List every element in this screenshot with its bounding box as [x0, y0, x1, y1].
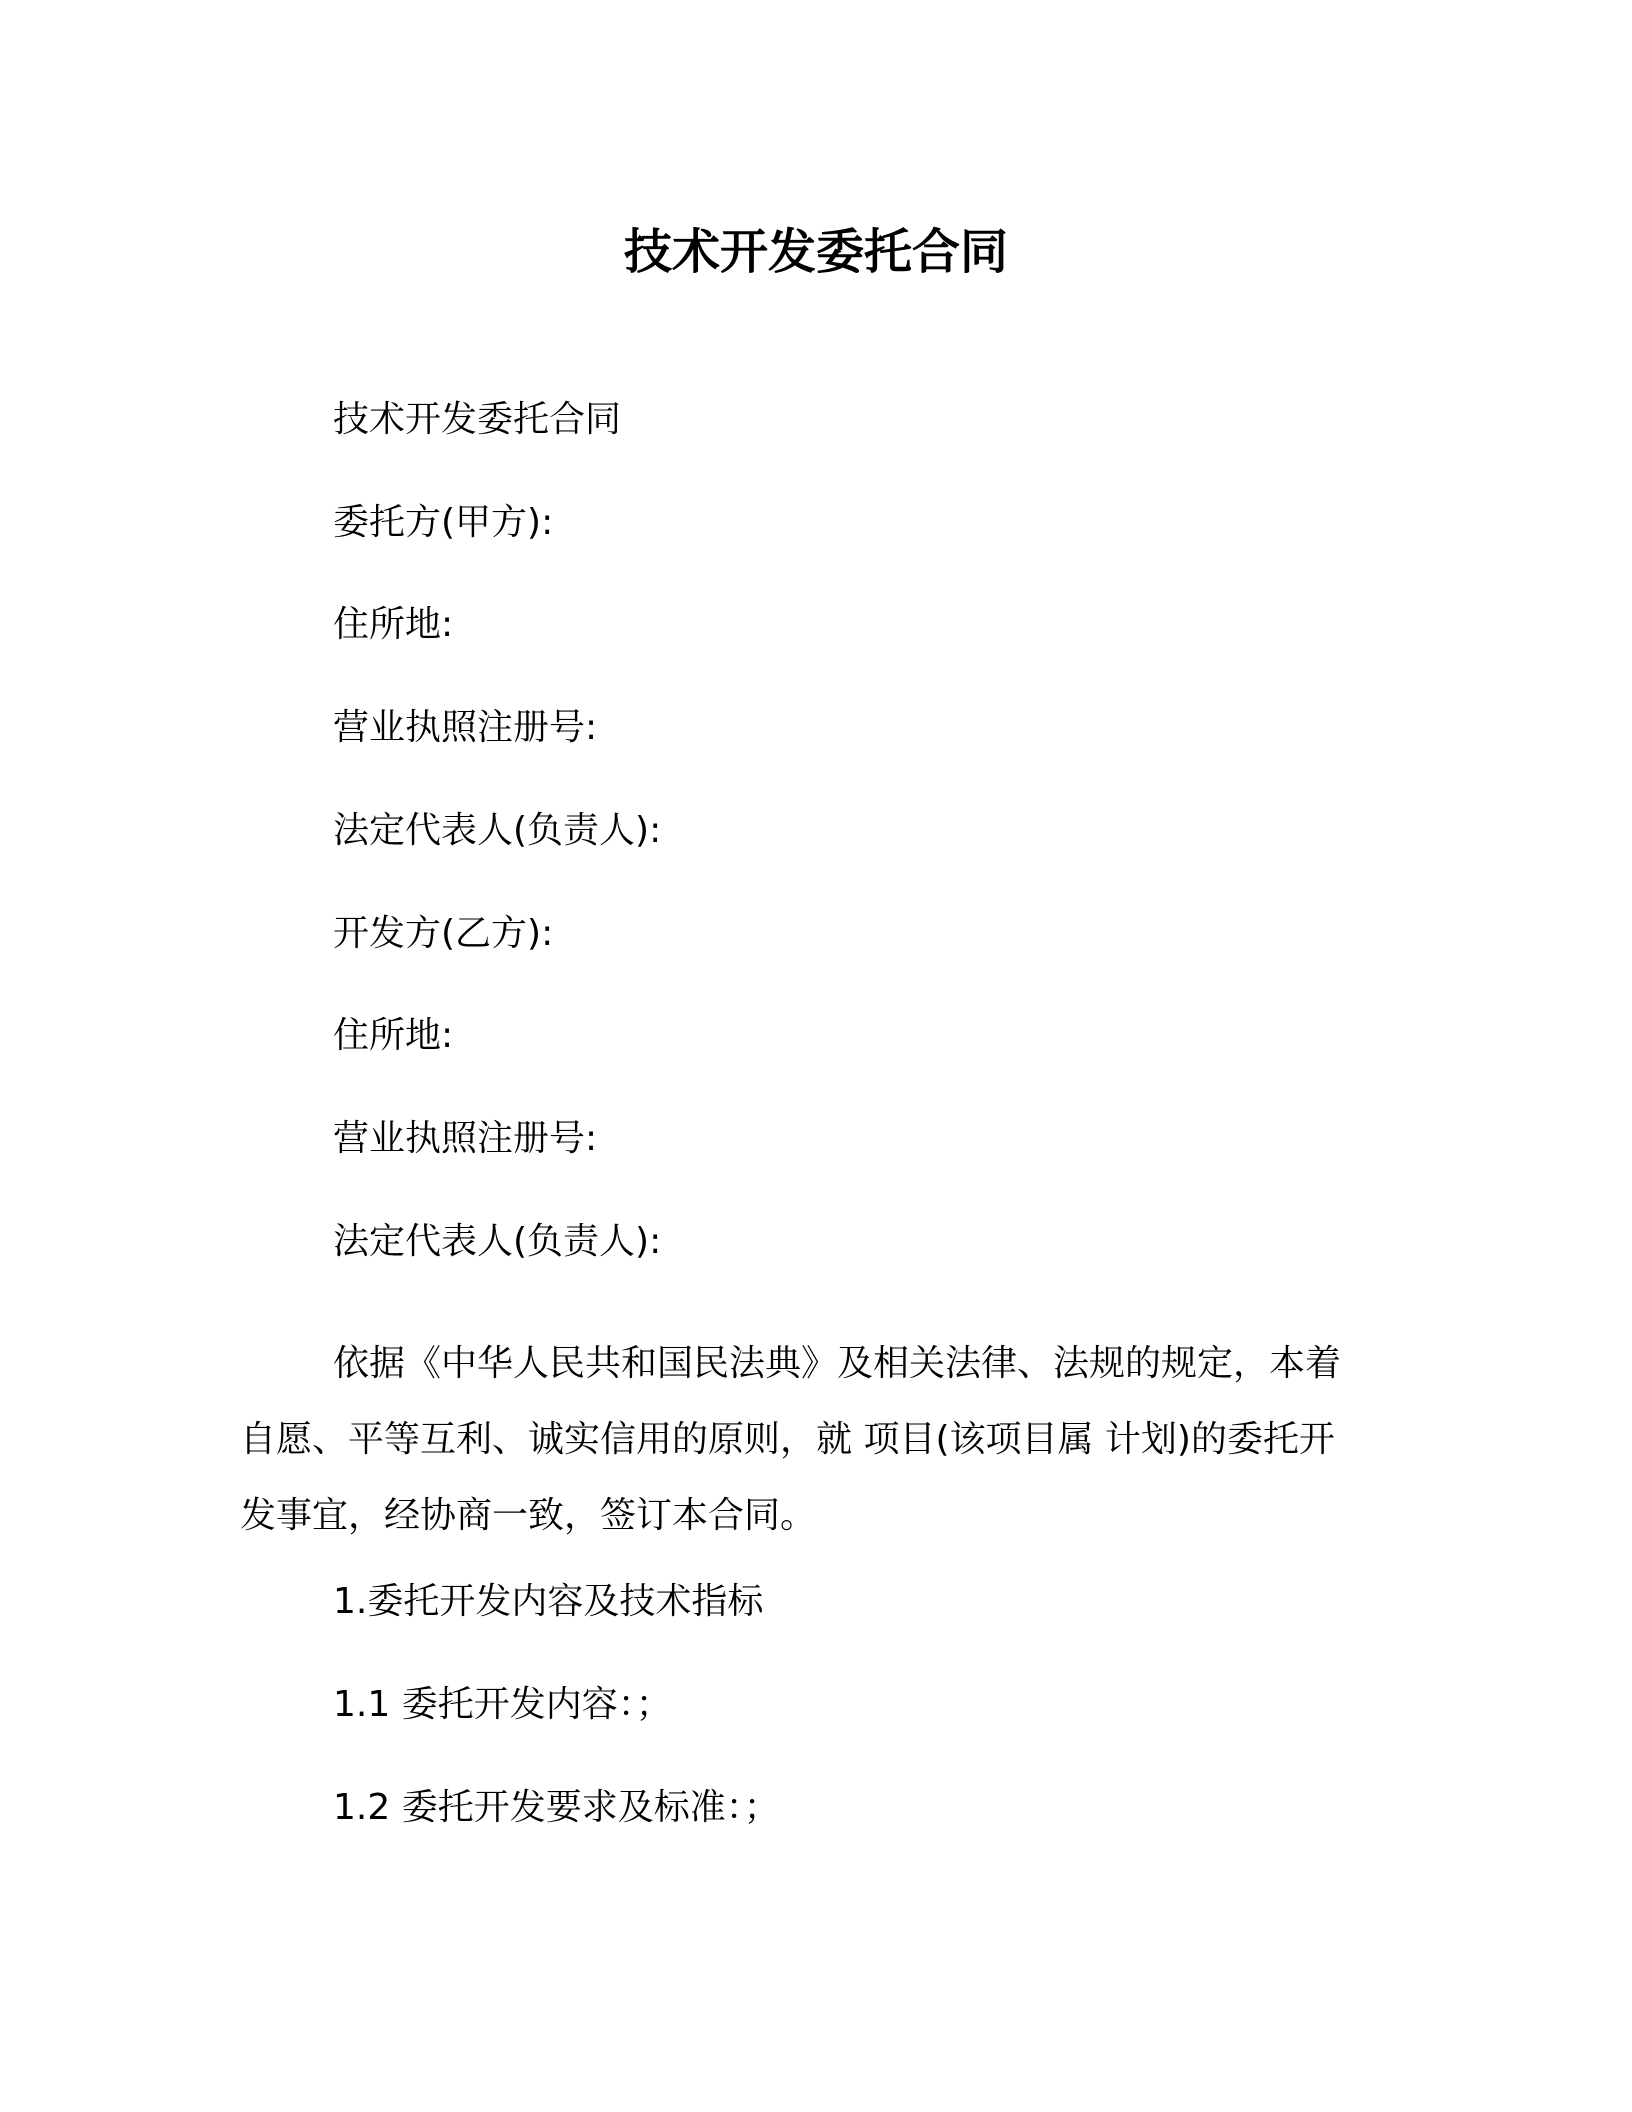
party-b-label: 开发方(乙方):: [333, 913, 554, 954]
party-a-representative-label: 法定代表人(负责人):: [333, 810, 662, 851]
party-a-license-label: 营业执照注册号:: [333, 707, 598, 748]
contract-name-line: 技术开发委托合同: [333, 399, 622, 440]
section-heading: 1.委托开发内容及技术指标: [333, 1581, 764, 1622]
preamble-paragraph: [240, 1326, 1380, 1554]
preamble-line: 依据《中华人民共和国民法典》及相关法律、法规的规定，本着: [333, 1343, 1342, 1384]
preamble-line: 发事宜，经协商一致，签订本合同。: [240, 1495, 817, 1536]
party-a-address-label: 住所地:: [333, 604, 454, 645]
party-b-address-label: 住所地:: [333, 1015, 454, 1056]
preamble-line: 自愿、平等互利、诚实信用的原则，就 项目(该项目属 计划)的委托开: [240, 1419, 1335, 1460]
party-a-label: 委托方(甲方):: [333, 502, 554, 543]
document-title: 技术开发委托合同: [623, 224, 1008, 280]
party-b-license-label: 营业执照注册号:: [333, 1118, 598, 1159]
party-b-representative-label: 法定代表人(负责人):: [333, 1221, 662, 1262]
section-item: 1.1 委托开发内容：；: [333, 1684, 672, 1725]
section-item: 1.2 委托开发要求及标准：；: [333, 1787, 780, 1828]
